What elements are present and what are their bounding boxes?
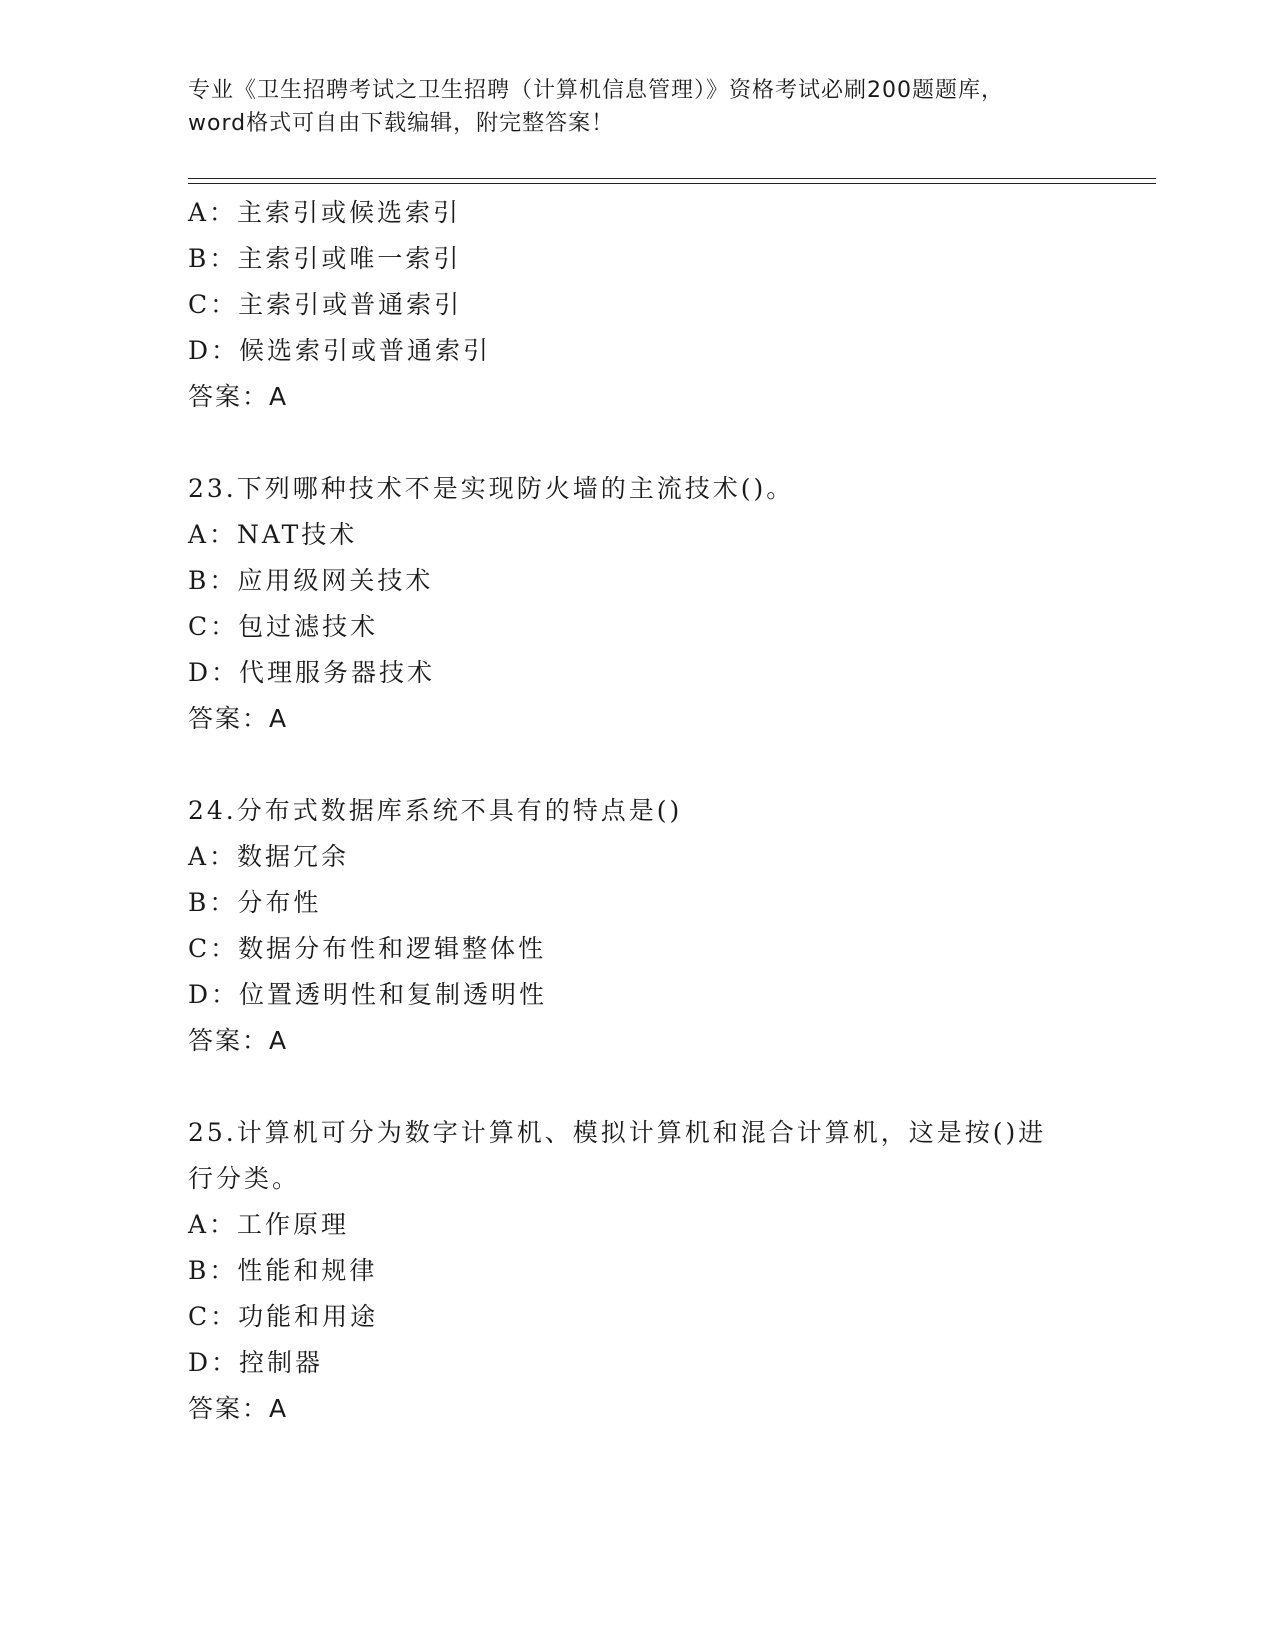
option-d: D：候选索引或普通索引 xyxy=(188,336,492,365)
option-a: A：工作原理 xyxy=(188,1210,350,1239)
question-list xyxy=(188,190,1088,1432)
header-divider-top xyxy=(188,178,1156,179)
option-d: D：位置透明性和复制透明性 xyxy=(188,980,548,1009)
question-text: 24.分布式数据库系统不具有的特点是() xyxy=(188,796,683,825)
option-c: C：数据分布性和逻辑整体性 xyxy=(188,934,547,963)
answer: 答案：A xyxy=(188,382,289,411)
question-text-line-1: 25.计算机可分为数字计算机、模拟计算机和混合计算机，这是按()进 xyxy=(188,1118,1047,1147)
question-text: 23.下列哪种技术不是实现防火墙的主流技术()。 xyxy=(188,474,795,503)
option-d: D：代理服务器技术 xyxy=(188,658,436,687)
answer: 答案：A xyxy=(188,1026,289,1055)
spacer xyxy=(188,1064,1088,1110)
option-c: C：功能和用途 xyxy=(188,1302,379,1331)
header-line-2: word格式可自由下载编辑，附完整答案！ xyxy=(188,111,615,136)
question-24 xyxy=(188,788,1088,1064)
option-c: C：主索引或普通索引 xyxy=(188,290,463,319)
option-c: C：包过滤技术 xyxy=(188,612,379,641)
option-d: D：控制器 xyxy=(188,1348,324,1377)
option-a: A：NAT技术 xyxy=(188,520,358,549)
answer: 答案：A xyxy=(188,1394,289,1423)
spacer xyxy=(188,420,1088,466)
header-divider-bottom xyxy=(188,183,1156,184)
spacer xyxy=(188,742,1088,788)
document-header xyxy=(188,74,1088,140)
option-b: B：应用级网关技术 xyxy=(188,566,434,595)
header-line-1: 专业《卫生招聘考试之卫生招聘（计算机信息管理）》资格考试必刷200题题库， xyxy=(188,78,1004,103)
question-22 xyxy=(188,190,1088,420)
option-b: B：性能和规律 xyxy=(188,1256,378,1285)
option-a: A：数据冗余 xyxy=(188,842,350,871)
answer: 答案：A xyxy=(188,704,289,733)
option-b: B：分布性 xyxy=(188,888,322,917)
question-25 xyxy=(188,1110,1088,1432)
option-b: B：主索引或唯一索引 xyxy=(188,244,462,273)
question-text-line-2: 行分类。 xyxy=(188,1164,301,1193)
option-a: A：主索引或候选索引 xyxy=(188,198,462,227)
question-23 xyxy=(188,466,1088,742)
